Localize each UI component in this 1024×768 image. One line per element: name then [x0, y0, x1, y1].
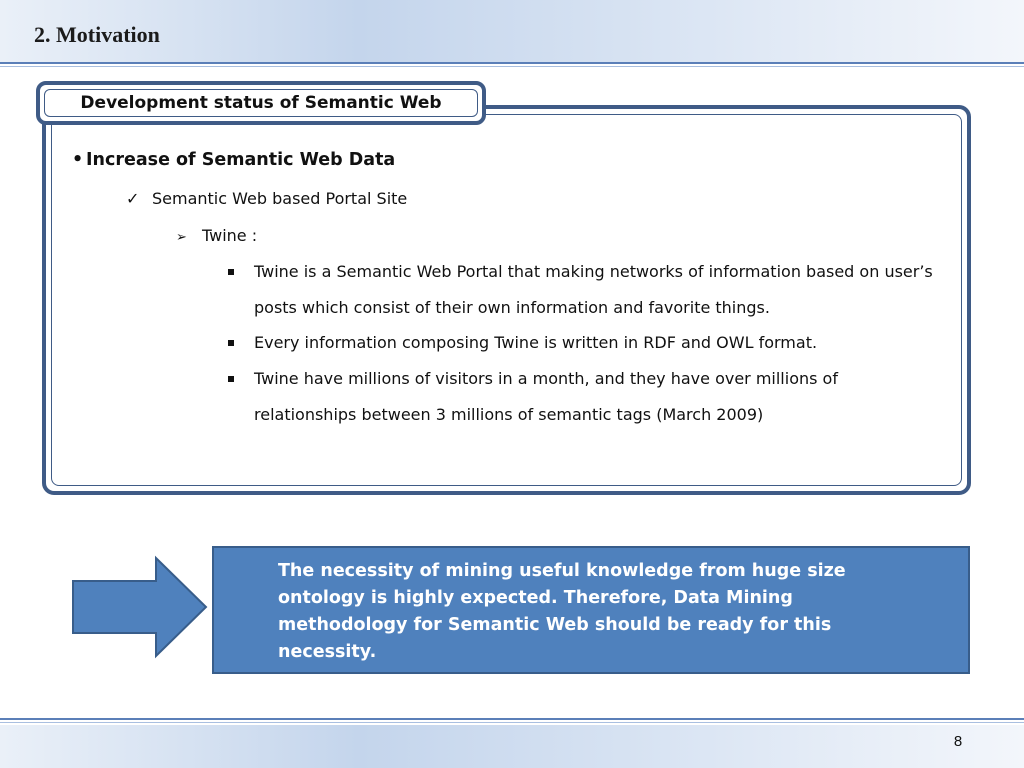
bullet-level3 [176, 226, 257, 245]
footer-band [0, 725, 1024, 768]
bullet-dot-icon: • [72, 150, 84, 170]
footer-divider-thin [0, 722, 1024, 723]
bullet-level4-item [228, 361, 940, 433]
bullet-level4-text: Twine have millions of visitors in a month, and they have over millions of relationships between 3 millions of semantic tags (March 2009) [254, 369, 838, 424]
callout-box [212, 546, 970, 674]
bullet-level3-text: Twine : [202, 226, 258, 245]
header-divider-thin [0, 66, 1024, 67]
arrow-shape [73, 558, 206, 656]
slide-title: 2. Motivation [34, 22, 160, 47]
square-bullet-icon [228, 269, 234, 275]
bullet-level1-text: Increase of Semantic Web Data [86, 150, 396, 170]
bullet-level4-text: Every information composing Twine is written in RDF and OWL format. [254, 333, 818, 352]
bullet-level4-text: Twine is a Semantic Web Portal that making networks of information based on user’s posts which consist of their own information and favorite things. [254, 262, 933, 317]
arrowhead-bullet-icon: ➢ [176, 230, 187, 245]
callout-text: The necessity of mining useful knowledge from huge size ontology is highly expected. Therefore, Data Mining methodology for Semantic Web should be ready for this necessity. [278, 561, 846, 662]
panel-heading: Development status of Semantic Web [44, 89, 478, 117]
header-divider [0, 62, 1024, 64]
bullet-level2-text: Semantic Web based Portal Site [152, 189, 408, 208]
square-bullet-icon [228, 376, 234, 382]
bullet-level4-item [228, 325, 940, 361]
page-number: 8 [953, 733, 963, 750]
panel-heading-tab [36, 81, 486, 125]
checkmark-icon: ✓ [126, 189, 140, 208]
bullet-level4-item [228, 254, 940, 326]
right-arrow-icon [70, 555, 210, 659]
bullet-level1 [72, 150, 395, 170]
square-bullet-icon [228, 340, 234, 346]
bullet-level2 [126, 189, 407, 208]
footer-divider [0, 718, 1024, 720]
